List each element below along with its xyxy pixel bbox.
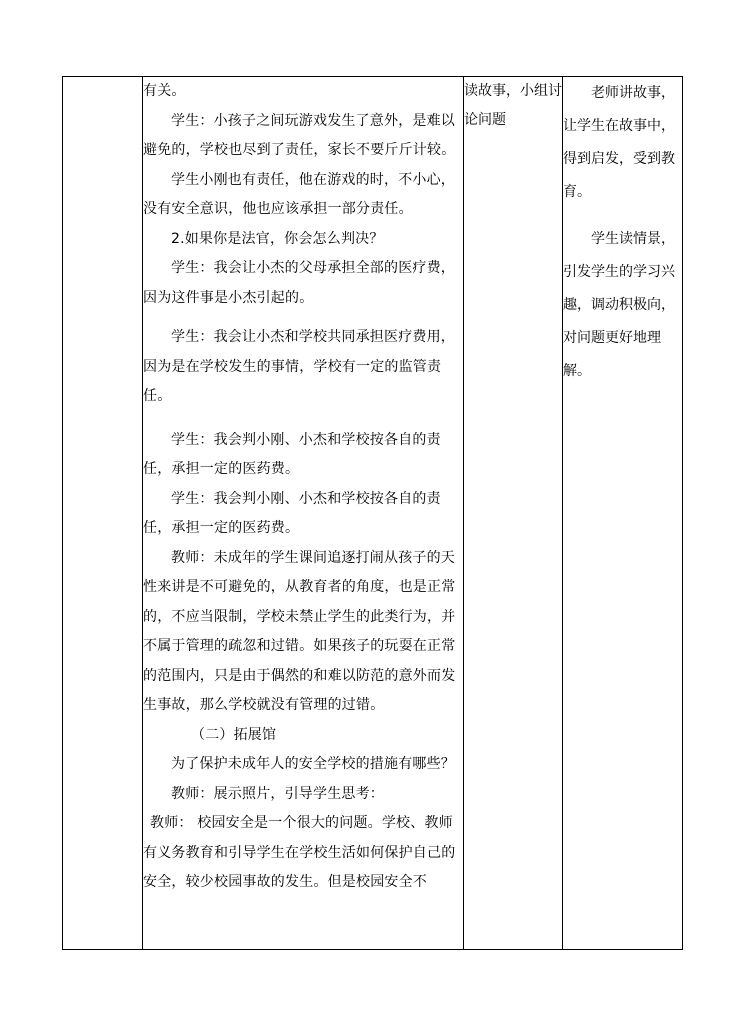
lesson-plan-table [62,76,683,950]
purpose-paragraph-1: 老师讲故事，让学生在故事中，得到启发，受到教育。 [563,85,675,200]
paragraph-7: 学生：我会判小刚、小杰和学校按各自的责任，承担一定的医药费。 [143,431,441,477]
design-purpose-cell [563,77,683,950]
paragraph-9-teacher: 教师：未成年的学生课间追逐打闹从孩子的天性来讲是不可避免的，从教育者的角度，也是正常的，不应当限制，学校未禁止学生的此类行为，并不属于管理的疏忽和过错。如果孩子的玩耍在正常的范围内，只是由于偶然的和难以防范的意外而发生事故，那么学校就没有管理的过错。 [143,549,456,713]
table-row [63,77,683,950]
teaching-process-cell [143,77,464,950]
paragraph-4-question: 2.如果你是法官，你会怎么判决？ [171,230,384,247]
paragraph-5: 学生：我会让小杰的父母承担全部的医疗费，因为这件事是小杰引起的。 [143,260,455,306]
paragraph-3: 学生小刚也有责任，他在游戏的时，不小心，没有安全意识，他也应该承担一部分责任。 [143,171,455,217]
paragraph-12-teacher: 教师：展示照片，引导学生思考： [171,785,384,802]
section-heading-extension: （二）拓展馆 [191,726,277,743]
student-activity-cell [464,77,563,950]
purpose-paragraph-2: 学生读情景，引发学生的学习兴趣，调动积极向，对问题更好地理解。 [563,231,675,379]
empty-first-column-cell [63,77,143,950]
paragraph-2: 学生：小孩子之间玩游戏发生了意外，是难以避免的，学校也尽到了责任，家长不要斤斤计较。 [143,112,456,158]
paragraph-6: 学生：我会让小杰和学校共同承担医疗费用，因为是在学校发生的事情，学校有一定的监管责任。 [143,329,455,404]
student-activity-text: 读故事，小组讨论问题 [464,83,562,128]
paragraph-11-question: 为了保护未成年人的安全学校的措施有哪些？ [171,756,455,772]
paragraph-13-teacher: 教师： 校园安全是一个很大的问题。学校、教师有义务教育和引导学生在学校生活如何保护自己的安全，较少校园事故的发生。但是校园安全不 [143,815,456,890]
paragraph-8: 学生：我会判小刚、小杰和学校按各自的责任，承担一定的医药费。 [143,490,441,536]
paragraph-1: 有关。 [143,83,186,99]
